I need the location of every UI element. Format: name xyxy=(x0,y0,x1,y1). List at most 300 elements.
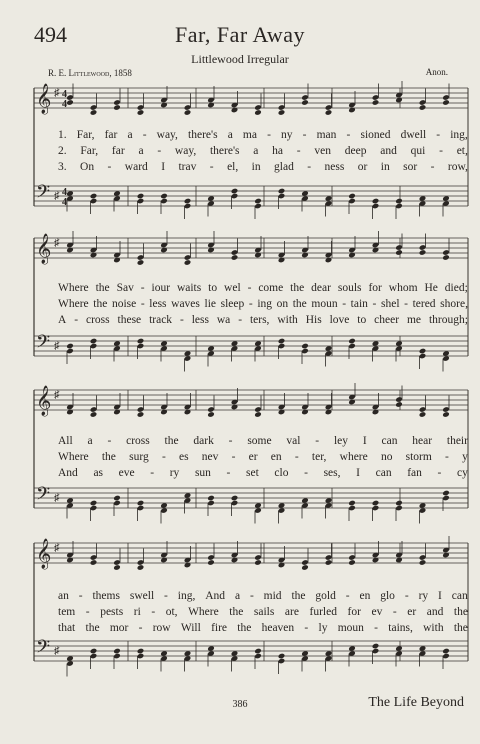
note-head xyxy=(254,559,262,566)
lyric-syllable: waits xyxy=(176,282,202,294)
lyric-syllable: moun xyxy=(337,622,364,634)
lyric-syllable: ing, xyxy=(450,129,468,141)
lyric-syllable: - xyxy=(78,590,83,602)
lyric-syllable: On xyxy=(80,161,95,173)
lyric-syllable: noise xyxy=(111,298,137,310)
lyric-syllable: et, xyxy=(456,145,468,157)
lyric-syllable: whom xyxy=(388,282,418,294)
lyric-syllable: 3. xyxy=(58,161,67,173)
lyric-line xyxy=(58,605,468,619)
note-head xyxy=(419,559,427,566)
treble-clef-icon: 𝄞 xyxy=(36,386,52,416)
lyric-syllable: their xyxy=(446,435,468,447)
lyric-syllable: a xyxy=(87,435,93,447)
lyric-syllable: can xyxy=(375,467,392,479)
note-head xyxy=(231,254,239,261)
time-signature: 4 xyxy=(62,89,67,100)
note-head xyxy=(442,411,450,418)
lyric-syllable: far xyxy=(104,129,118,141)
note-head xyxy=(254,411,262,418)
lyric-syllable: in xyxy=(380,161,390,173)
lyric-syllable: wel xyxy=(224,282,241,294)
lyric-syllable: the xyxy=(292,298,307,310)
note-head xyxy=(113,104,121,111)
lyric-syllable: track xyxy=(149,314,173,326)
lyric-syllable: a xyxy=(227,129,233,141)
note-head xyxy=(113,648,121,655)
lyric-syllable: tains, xyxy=(388,622,413,634)
note-head xyxy=(90,411,98,418)
lyric-syllable: shel xyxy=(380,298,400,310)
lyric-syllable: - xyxy=(74,314,79,326)
lyric-syllable: - xyxy=(140,282,145,294)
note-head xyxy=(278,338,286,345)
lyric-syllable: cheer xyxy=(374,314,400,326)
lyric-syllable: - xyxy=(372,298,377,310)
lyric-syllable: Far, xyxy=(76,129,95,141)
lyric-syllable: el, xyxy=(227,161,239,173)
page-number: 386 xyxy=(232,699,248,710)
sharp-icon: ♯ xyxy=(54,389,60,401)
note-head xyxy=(254,198,262,205)
lyric-syllable: love xyxy=(329,314,350,326)
lyric-syllable: He xyxy=(424,282,438,294)
note-head xyxy=(207,411,215,418)
lyric-syllable: surg xyxy=(129,451,149,463)
lyric-syllable: clo xyxy=(274,467,289,479)
lyric-syllable: - xyxy=(345,590,350,602)
lyric-syllable: a xyxy=(138,145,144,157)
lyric-syllable: sor xyxy=(403,161,418,173)
lyric-syllable: the xyxy=(93,298,108,310)
lyric-syllable: waves xyxy=(171,298,200,310)
lyric-line xyxy=(58,589,468,603)
lyric-syllable: for xyxy=(368,282,382,294)
lyric-syllable: - xyxy=(296,145,301,157)
lyric-syllable: er xyxy=(407,606,417,618)
lyric-syllable: ny xyxy=(281,129,293,141)
note-head xyxy=(184,109,192,116)
note-head xyxy=(278,188,286,195)
treble-clef-icon: 𝄞 xyxy=(36,539,52,569)
bass-clef-icon: 𝄢 xyxy=(36,484,51,509)
lyric-syllable: me xyxy=(406,314,422,326)
lyric-syllable: died; xyxy=(444,282,468,294)
lyric-syllable: 1. xyxy=(58,129,67,141)
lyric-syllable: wa xyxy=(216,314,231,326)
lyric-syllable: - xyxy=(436,129,441,141)
sharp-icon: ♯ xyxy=(54,190,60,202)
lyric-syllable: er xyxy=(248,451,258,463)
lyric-syllable: the xyxy=(95,282,110,294)
lyric-syllable: - xyxy=(404,590,409,602)
lyric-syllable: - xyxy=(342,298,347,310)
lyric-syllable: tain xyxy=(350,298,368,310)
lyric-syllable: - xyxy=(238,314,243,326)
sharp-icon: ♯ xyxy=(54,645,60,657)
treble-clef-icon: 𝄞 xyxy=(36,234,52,264)
lyric-syllable: on xyxy=(276,298,289,310)
lyric-syllable: fan xyxy=(407,467,422,479)
note-head xyxy=(278,653,286,660)
lyric-syllable: with xyxy=(277,314,298,326)
note-head xyxy=(137,648,145,655)
sharp-icon: ♯ xyxy=(54,340,60,352)
lyric-syllable: - xyxy=(247,282,252,294)
lyric-syllable: All xyxy=(58,435,73,447)
note-head xyxy=(207,495,215,502)
lyric-syllable: trav xyxy=(178,161,197,173)
lyric-syllable: es xyxy=(178,451,189,463)
lyric-syllable: are xyxy=(284,606,299,618)
note-head xyxy=(301,99,309,106)
lyric-syllable: lie xyxy=(204,298,216,310)
lyric-syllable: sails xyxy=(253,606,275,618)
lyric-syllable: Sav xyxy=(116,282,134,294)
note-head xyxy=(137,411,145,418)
note-head xyxy=(90,648,98,655)
lyric-syllable: ha xyxy=(272,145,284,157)
lyric-syllable: storm xyxy=(405,451,432,463)
lyric-syllable: - xyxy=(404,298,408,310)
lyric-syllable: I xyxy=(161,161,166,173)
lyric-syllable: less xyxy=(149,298,167,310)
lyric-syllable: deep xyxy=(344,145,367,157)
lyric-syllable: way, xyxy=(156,129,178,141)
lyric-syllable: Where xyxy=(58,282,89,294)
lyric-syllable: sleep xyxy=(220,298,245,310)
lyric-syllable: ry xyxy=(169,467,180,479)
lyric-syllable: thems xyxy=(92,590,120,602)
lyric-syllable: - xyxy=(151,606,156,618)
note-head xyxy=(348,338,356,345)
note-head xyxy=(348,500,356,507)
lyric-syllable: and xyxy=(426,606,444,618)
lyric-syllable: ters, xyxy=(249,314,270,326)
note-head xyxy=(372,643,380,650)
note-head xyxy=(419,411,427,418)
lyric-syllable: Where xyxy=(188,606,219,618)
note-head xyxy=(207,559,215,566)
lyric-syllable: - xyxy=(302,129,307,141)
tune-name: Littlewood Irregular xyxy=(191,52,289,66)
note-head xyxy=(90,193,98,200)
lyric-syllable: souls xyxy=(337,282,362,294)
lyric-syllable: less xyxy=(191,314,209,326)
lyric-syllable: - xyxy=(231,451,236,463)
lyric-syllable: the xyxy=(291,590,306,602)
lyric-syllable: - xyxy=(307,161,312,173)
lyric-syllable: fire xyxy=(211,622,228,634)
time-signature: 4 xyxy=(62,187,67,198)
hymn-title: Far, Far Away xyxy=(174,22,306,47)
lyric-line xyxy=(58,621,468,635)
lyric-syllable: dear xyxy=(311,282,331,294)
lyric-syllable: - xyxy=(140,298,145,310)
bass-clef-icon: 𝄢 xyxy=(36,332,51,357)
lyric-syllable: far xyxy=(111,145,125,157)
lyric-syllable: dwell xyxy=(400,129,427,141)
lyric-syllable: set xyxy=(246,467,259,479)
note-head xyxy=(137,564,145,571)
note-head xyxy=(184,198,192,205)
lyric-syllable: with xyxy=(423,622,444,634)
lyric-syllable: some xyxy=(247,435,272,447)
lyric-syllable: - xyxy=(85,606,90,618)
lyric-syllable: en xyxy=(359,590,371,602)
lyric-syllable: come xyxy=(258,282,284,294)
lyric-syllable: dark xyxy=(193,435,214,447)
lyric-syllable: His xyxy=(305,314,322,326)
sharp-icon: ♯ xyxy=(54,492,60,504)
note-head xyxy=(442,490,450,497)
note-head xyxy=(442,99,450,106)
lyric-syllable: mid xyxy=(263,590,282,602)
note-head xyxy=(160,193,168,200)
note-head xyxy=(231,188,239,195)
lyric-syllable: ven xyxy=(314,145,331,157)
lyric-line xyxy=(58,160,468,174)
lyric-syllable: an xyxy=(58,590,69,602)
lyric-syllable: ness xyxy=(324,161,345,173)
lyric-line xyxy=(58,450,468,464)
lyric-syllable: these xyxy=(117,314,142,326)
lyric-syllable: sun xyxy=(194,467,211,479)
lyric-syllable: the xyxy=(290,282,305,294)
lyric-syllable: the xyxy=(85,622,100,634)
lyric-syllable: there's xyxy=(188,129,218,141)
lyric-syllable: - xyxy=(430,161,435,173)
lyric-syllable: 2. xyxy=(58,145,67,157)
lyric-syllable: - xyxy=(437,467,442,479)
lyric-syllable: ot, xyxy=(165,606,178,618)
note-head xyxy=(301,343,309,350)
note-head xyxy=(419,104,427,111)
lyric-syllable: Where xyxy=(58,451,89,463)
note-head xyxy=(301,564,309,571)
lyric-syllable: ing, xyxy=(177,590,196,602)
lyric-syllable: And xyxy=(205,590,226,602)
time-signature: 4 xyxy=(62,197,67,208)
note-head xyxy=(278,109,286,116)
time-signature: 4 xyxy=(62,99,67,110)
lyric-syllable: Far, xyxy=(80,145,99,157)
note-head xyxy=(395,198,403,205)
note-head xyxy=(137,259,145,266)
lyric-syllable: where xyxy=(339,451,368,463)
note-head xyxy=(231,495,239,502)
lyric-syllable: shore, xyxy=(440,298,468,310)
lyric-syllable: man xyxy=(316,129,337,141)
lyric-syllable: can xyxy=(451,590,468,602)
lyric-syllable: - xyxy=(304,622,309,634)
sharp-icon: ♯ xyxy=(54,87,60,99)
lyric-syllable: ward xyxy=(124,161,148,173)
lyric-syllable: to xyxy=(208,282,218,294)
lyric-syllable: gold xyxy=(315,590,336,602)
lyric-syllable: - xyxy=(209,161,214,173)
lyric-line xyxy=(58,313,468,327)
lyric-syllable: hear xyxy=(412,435,433,447)
lyric-syllable: the xyxy=(453,606,468,618)
lyric-syllable: Where xyxy=(58,298,89,310)
note-head xyxy=(90,109,98,116)
lyric-line xyxy=(58,297,468,311)
lyric-syllable: - xyxy=(164,590,168,602)
lyric-syllable: iour xyxy=(151,282,171,294)
lyric-syllable: the xyxy=(229,606,244,618)
lyric-syllable: and xyxy=(380,145,397,157)
lyric-syllable: moun xyxy=(311,298,338,310)
note-head xyxy=(395,500,403,507)
note-head xyxy=(66,343,74,350)
lyric-syllable: glad xyxy=(274,161,294,173)
lyric-syllable: tered xyxy=(412,298,436,310)
lyric-syllable: - xyxy=(267,129,271,141)
lyric-syllable: pests xyxy=(100,606,124,618)
lyric-syllable: eve xyxy=(118,467,135,479)
lyric-syllable: - xyxy=(179,314,184,326)
lyric-syllable: to xyxy=(357,314,367,326)
note-head xyxy=(442,648,450,655)
lyric-syllable: - xyxy=(161,451,166,463)
lyric-syllable: the xyxy=(164,435,179,447)
lyric-syllable: - xyxy=(439,145,443,157)
note-head xyxy=(419,348,427,355)
note-head xyxy=(372,198,380,205)
note-head xyxy=(348,193,356,200)
lyric-syllable: I xyxy=(362,435,367,447)
lyric-syllable: row xyxy=(152,622,171,634)
composer-credit: R. E. Littlewood, 1858 xyxy=(48,68,132,78)
lyric-syllable: the xyxy=(237,622,252,634)
note-head xyxy=(372,500,380,507)
lyric-syllable: - xyxy=(248,298,253,310)
lyric-syllable: - xyxy=(138,622,143,634)
note-head xyxy=(137,109,145,116)
lyric-syllable: ter, xyxy=(311,451,327,463)
lyric-syllable: - xyxy=(445,451,449,463)
lyric-line xyxy=(58,466,468,480)
note-head xyxy=(90,500,98,507)
lyric-syllable: qui xyxy=(410,145,426,157)
lyric-syllable: - xyxy=(142,129,147,141)
lyric-syllable: ma xyxy=(242,129,257,141)
lyric-syllable: no xyxy=(380,451,393,463)
lyric-syllable: as xyxy=(93,467,104,479)
bass-clef-icon: 𝄢 xyxy=(36,637,51,662)
lyric-line xyxy=(58,434,468,448)
lyric-syllable: - xyxy=(150,467,155,479)
lyric-syllable: Will xyxy=(180,622,201,634)
lyric-syllable: en xyxy=(270,451,282,463)
note-head xyxy=(137,193,145,200)
note-head xyxy=(137,338,145,345)
lyric-syllable: furled xyxy=(309,606,337,618)
lyric-syllable: val xyxy=(286,435,301,447)
lyric-syllable: ses, xyxy=(323,467,341,479)
note-head xyxy=(395,249,403,256)
lyric-syllable: row, xyxy=(447,161,468,173)
lyric-syllable: tem xyxy=(58,606,76,618)
note-head xyxy=(254,648,262,655)
lyric-syllable: A xyxy=(58,314,67,326)
lyric-syllable: there's xyxy=(209,145,240,157)
note-head xyxy=(90,559,98,566)
lyric-line xyxy=(58,144,468,158)
lyric-syllable: ri xyxy=(133,606,141,618)
lyric-syllable: - xyxy=(294,451,299,463)
lyric-syllable: - xyxy=(392,606,397,618)
note-head xyxy=(419,249,427,256)
lyric-syllable: - xyxy=(107,435,112,447)
lyric-syllable: - xyxy=(304,467,308,479)
note-head xyxy=(395,401,403,408)
lyric-syllable: And xyxy=(58,467,78,479)
sharp-icon: ♯ xyxy=(54,237,60,249)
author-credit: Anon. xyxy=(425,67,448,77)
lyric-syllable: can xyxy=(381,435,398,447)
note-head xyxy=(325,559,333,566)
lyric-syllable: ly xyxy=(318,622,328,634)
lyric-line xyxy=(58,281,468,295)
lyric-syllable: a xyxy=(127,129,133,141)
lyric-syllable: heaven xyxy=(261,622,295,634)
lyric-syllable: way, xyxy=(174,145,197,157)
note-head xyxy=(184,259,192,266)
hymn-number: 494 xyxy=(34,22,67,47)
lyric-syllable: ry xyxy=(418,590,429,602)
note-head xyxy=(90,338,98,345)
lyric-syllable: glo xyxy=(380,590,395,602)
bass-clef-icon: 𝄢 xyxy=(36,182,51,207)
lyric-syllable: cy xyxy=(456,467,468,479)
lyric-syllable: swell xyxy=(129,590,155,602)
lyric-syllable: ing xyxy=(257,298,273,310)
lyric-syllable: - xyxy=(315,435,320,447)
sharp-icon: ♯ xyxy=(54,542,60,554)
note-head xyxy=(254,109,262,116)
lyric-syllable: - xyxy=(228,435,233,447)
lyric-syllable: or xyxy=(357,161,368,173)
lyric-syllable: in xyxy=(251,161,261,173)
note-head xyxy=(348,559,356,566)
lyric-syllable: through; xyxy=(428,314,468,326)
lyric-syllable: cross xyxy=(85,314,110,326)
lyric-syllable: - xyxy=(226,467,231,479)
lyric-syllable: - xyxy=(374,622,379,634)
lyric-syllable: for xyxy=(347,606,361,618)
lyric-syllable: mor xyxy=(109,622,129,634)
treble-clef-icon: 𝄞 xyxy=(36,84,52,114)
lyric-syllable: - xyxy=(346,129,351,141)
note-head xyxy=(113,564,121,571)
lyric-line xyxy=(58,128,468,142)
lyric-syllable: - xyxy=(107,161,112,173)
lyric-syllable: cross xyxy=(126,435,150,447)
note-head xyxy=(325,109,333,116)
lyric-syllable: I xyxy=(356,467,360,479)
lyric-syllable: ev xyxy=(371,606,383,618)
lyric-syllable: - xyxy=(249,590,254,602)
lyric-syllable: that xyxy=(58,622,76,634)
lyric-syllable: a xyxy=(253,145,259,157)
note-head xyxy=(113,495,121,502)
lyric-syllable: I xyxy=(438,590,442,602)
lyric-syllable: ley xyxy=(333,435,349,447)
lyric-syllable: a xyxy=(234,590,241,602)
lyric-syllable: nev xyxy=(201,451,219,463)
